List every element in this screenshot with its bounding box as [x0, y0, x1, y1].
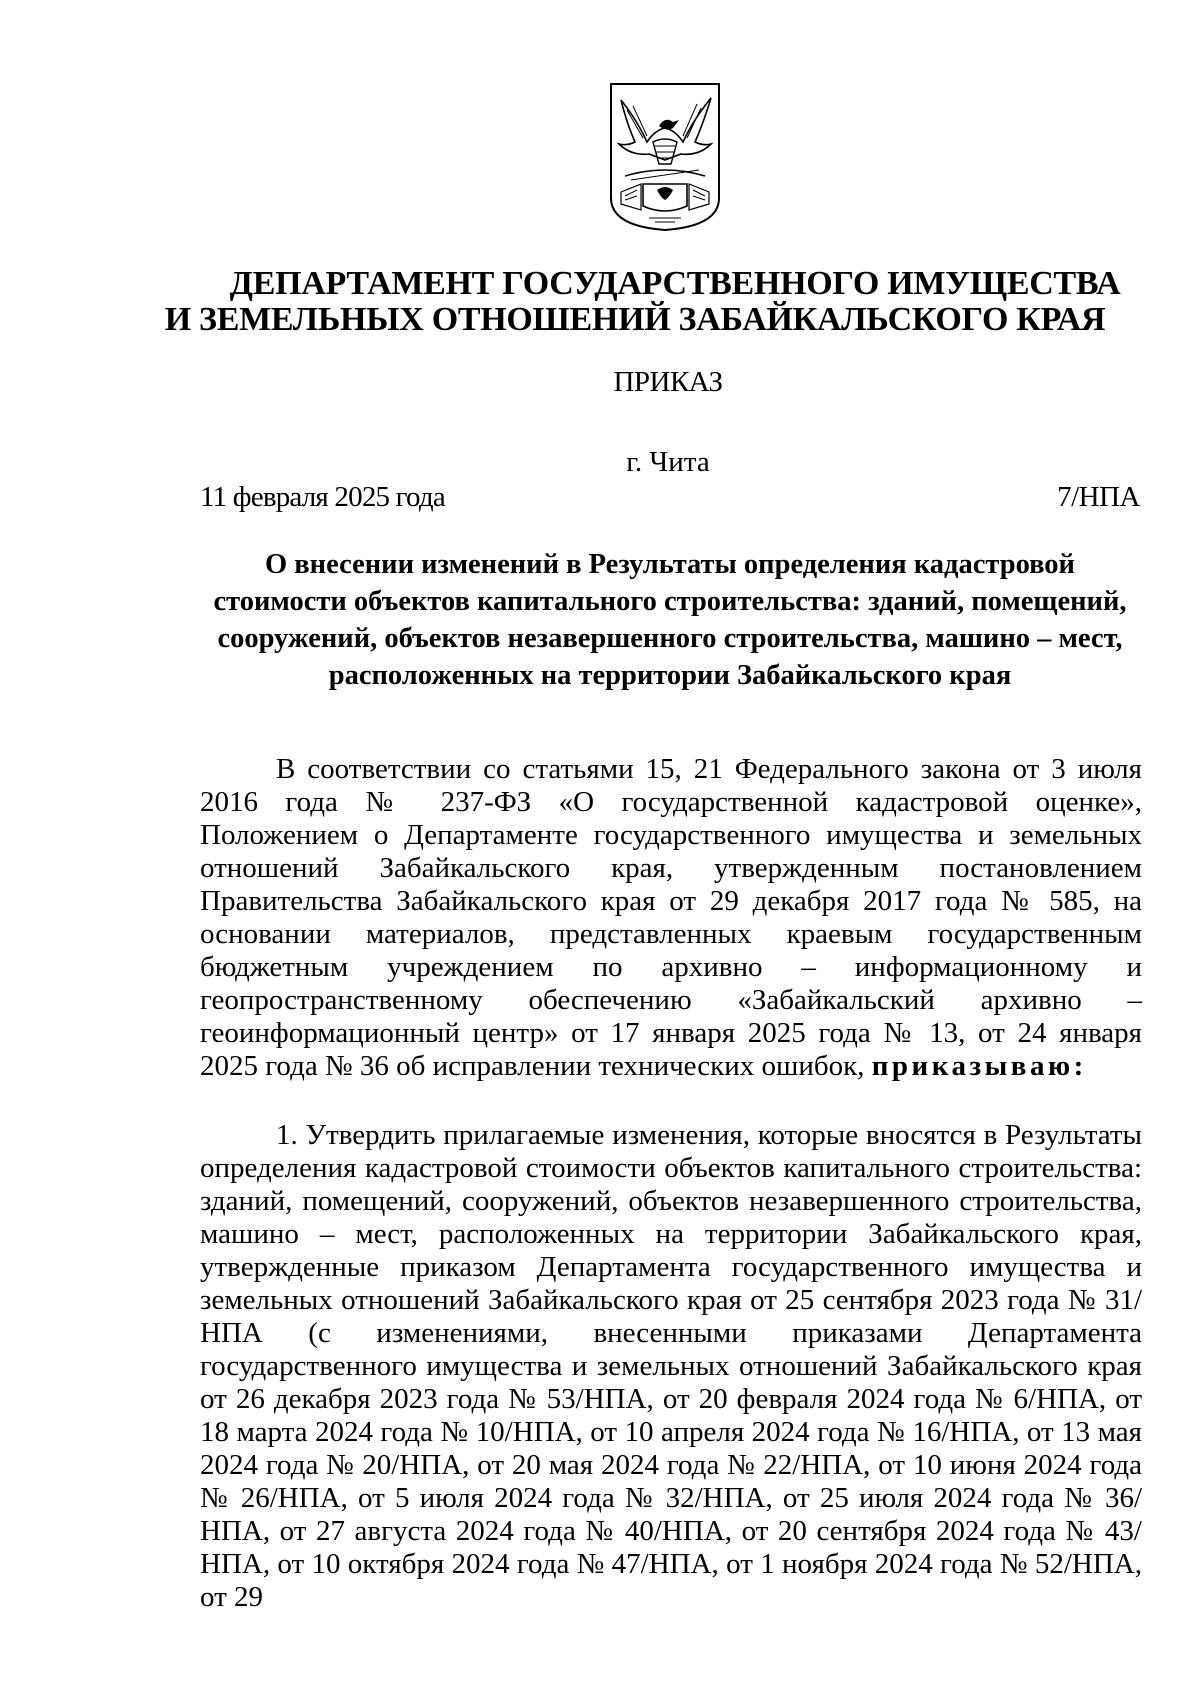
- subject-line: расположенных на территории Забайкальского края: [328, 660, 1012, 691]
- preamble-text: В соответствии со статьями 15, 21 Федерального закона от 3 июля 2016 года № 237-ФЗ «О государственной кадастровой оценке», Положением о Департаменте государственного имущества и земельных отношений Забайкальского края, утвержденным постановлением Правительства Забайкальского края от 29 декабря 2017 года № 585, на основании материалов, представленных краевым государственным бюджетным учреждением по архивно – информационному и геопространственному обеспечению «Забайкальский архивно – геоинформационный центр» от 17 января 2025 года № 13, от 24 января 2025 года № 36 об исправлении технических ошибок,: [200, 753, 1142, 1082]
- department-name-line-1: ДЕПАРТАМЕНТ ГОСУДАРСТВЕННОГО ИМУЩЕСТВА: [229, 265, 1121, 302]
- department-name-line-2: И ЗЕМЕЛЬНЫХ ОТНОШЕНИЙ ЗАБАЙКАЛЬСКОГО КРАЯ: [164, 301, 1106, 338]
- city: г. Чита: [626, 446, 710, 478]
- order-word: приказываю:: [871, 1050, 1087, 1082]
- subject-line: сооружений, объектов незавершенного строительства, машино – мест,: [217, 623, 1123, 654]
- document-subject: [200, 546, 1140, 694]
- item-1-paragraph: 1. Утвердить прилагаемые изменения, которые вносятся в Результаты определения кадастровой стоимости объектов капитального строительства: зданий, помещений, сооружений, объектов незавершенного строительства, машино – мест, расположенных на территории Забайкальского края, утвержденные приказом Департамента государственного имущества и земельных отношений Забайкальского края от 25 сентября 2023 года № 31/НПА (с изменениями, внесенными приказами Департамента государственного имущества и земельных отношений Забайкальского края от 26 декабря 2023 года № 53/НПА, от 20 февраля 2024 года № 6/НПА, от 18 марта 2024 года № 10/НПА, от 10 апреля 2024 года № 16/НПА, от 13 мая 2024 года № 20/НПА, от 20 мая 2024 года № 22/НПА, от 10 июня 2024 года № 26/НПА, от 5 июля 2024 года № 32/НПА, от 25 июля 2024 года № 36/НПА, от 27 августа 2024 года № 40/НПА, от 20 сентября 2024 года № 43/НПА, от 10 октября 2024 года № 47/НПА, от 1 ноября 2024 года № 52/НПА, от 29: [200, 1119, 1142, 1613]
- subject-line: О внесении изменений в Результаты определения кадастровой: [265, 549, 1075, 580]
- document-type: ПРИКАЗ: [613, 366, 723, 398]
- preamble-paragraph: [200, 753, 1142, 1083]
- coat-of-arms-emblem: [607, 80, 723, 232]
- document-date: 11 февраля 2025 года: [200, 481, 445, 513]
- subject-line: стоимости объектов капитального строительства: зданий, помещений,: [213, 586, 1127, 617]
- document-number: 7/НПА: [1057, 481, 1140, 513]
